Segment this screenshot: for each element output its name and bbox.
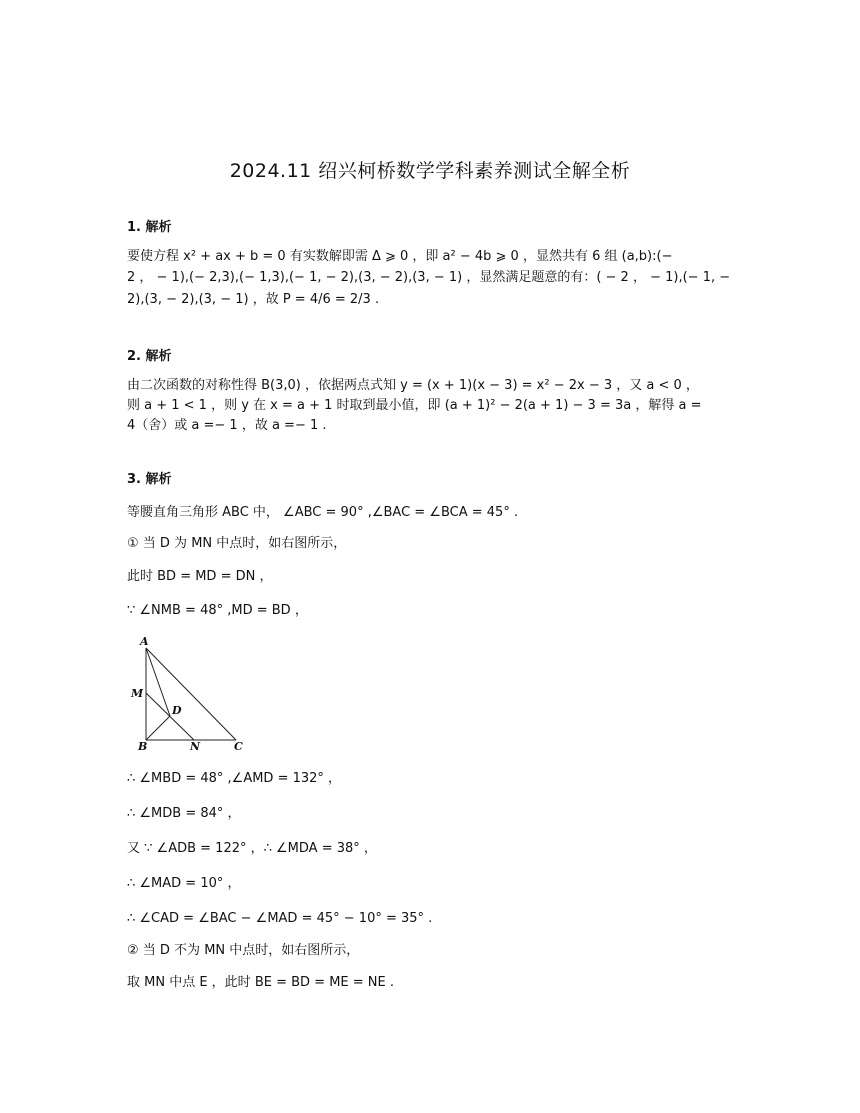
section-2-line-2: 则 a + 1 < 1 ，则 y 在 x = a + 1 时取到最小值，即 (a + 1)² − 2(a + 1) − 3 = 3a ，解得 a = bbox=[127, 398, 702, 413]
section-3-heading: 3. 解析 bbox=[127, 472, 172, 487]
section-1-line-1: 要使方程 x² + ax + b = 0 有实数解即需 Δ ⩾ 0 ，即 a² − 4b ⩾ 0 ，显然共有 6 组 (a,b):(− bbox=[127, 249, 673, 264]
section-3-line-1: 等腰直角三角形 ABC 中， ∠ABC = 90° ,∠BAC = ∠BCA = 45° . bbox=[127, 505, 519, 520]
section-3-line-2: ① 当 D 为 MN 中点时，如右图所示， bbox=[127, 536, 347, 551]
section-3-line-9: ∴ ∠CAD = ∠BAC − ∠MAD = 45° − 10° = 35° . bbox=[127, 911, 433, 926]
section-3-line-7: 又 ∵ ∠ADB = 122° ，∴ ∠MDA = 38° ， bbox=[127, 841, 377, 856]
label-a: A bbox=[140, 635, 149, 648]
section-3-line-4: ∵ ∠NMB = 48° ,MD = BD ， bbox=[127, 603, 308, 618]
label-d: D bbox=[172, 704, 182, 717]
segment-ad bbox=[146, 648, 170, 716]
section-2-heading: 2. 解析 bbox=[127, 349, 172, 364]
label-n: N bbox=[190, 740, 201, 753]
section-3-line-5: ∴ ∠MBD = 48° ,∠AMD = 132° ， bbox=[127, 771, 342, 786]
page-title: 2024.11 绍兴柯桥数学学科素养测试全解全析 bbox=[229, 160, 631, 182]
section-3-line-6: ∴ ∠MDB = 84° ， bbox=[127, 806, 241, 821]
label-m: M bbox=[131, 687, 144, 700]
section-1-line-3: 2),(3, − 2),(3, − 1) ，故 P = 4/6 = 2/3 . bbox=[127, 292, 380, 307]
section-3-line-8: ∴ ∠MAD = 10° ， bbox=[127, 876, 241, 891]
segment-bd bbox=[146, 716, 170, 740]
section-1-heading: 1. 解析 bbox=[127, 220, 172, 235]
section-2-line-3: 4（舍）或 a =− 1 ，故 a =− 1 . bbox=[127, 418, 327, 433]
section-3-line-3: 此时 BD = MD = DN ， bbox=[127, 569, 273, 584]
section-3-line-10: ② 当 D 不为 MN 中点时，如右图所示， bbox=[127, 943, 360, 958]
section-3-line-11: 取 MN 中点 E ，此时 BE = BD = ME = NE . bbox=[127, 975, 394, 990]
triangle-figure bbox=[130, 634, 260, 754]
section-1-line-2: 2 ， − 1),(− 2,3),(− 1,3),(− 1, − 2),(3, − 2),(3, − 1) ，显然满足题意的有：( − 2 ， − 1),(− 1, − bbox=[127, 270, 731, 285]
label-c: C bbox=[234, 740, 243, 753]
section-2-line-1: 由二次函数的对称性得 B(3,0) ，依据两点式知 y = (x + 1)(x − 3) = x² − 2x − 3 ，又 a < 0 ， bbox=[127, 378, 699, 393]
label-b: B bbox=[138, 740, 148, 753]
